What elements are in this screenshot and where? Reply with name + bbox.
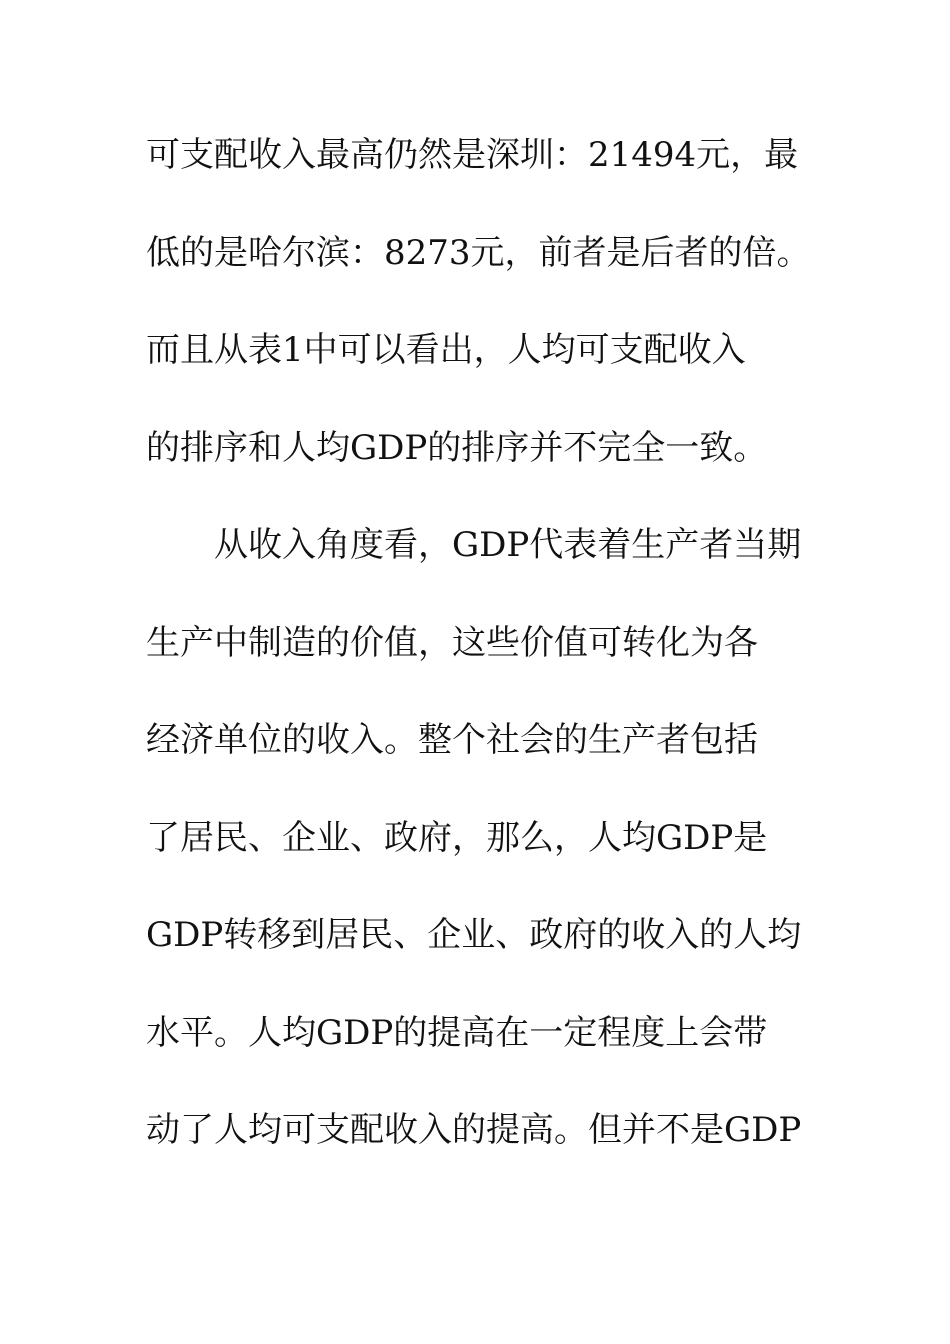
text-line: 动了人均可支配收入的提高。但并不是GDP bbox=[146, 1110, 802, 1150]
text-line: 的排序和人均GDP的排序并不完全一致。 bbox=[146, 427, 768, 468]
text-line: 生产中制造的价值，这些价值可转化为各 bbox=[146, 622, 758, 663]
text-line: 经济单位的收入。整个社会的生产者包括 bbox=[146, 720, 758, 760]
text-line: GDP转移到居民、企业、政府的收入的人均 bbox=[146, 915, 802, 955]
text-line: 水平。人均GDP的提高在一定程度上会带 bbox=[146, 1012, 768, 1053]
text-line: 了居民、企业、政府，那么，人均GDP是 bbox=[146, 817, 768, 858]
text-line: 可支配收入最高仍然是深圳：21494元，最 bbox=[146, 135, 799, 175]
body-text bbox=[146, 126, 811, 1199]
text-line: 而且从表1中可以看出，人均可支配收入 bbox=[146, 330, 746, 370]
text-line: 低的是哈尔滨：8273元，前者是后者的倍。 bbox=[146, 232, 811, 273]
paragraph-start-line: 从收入角度看，GDP代表着生产者当期 bbox=[214, 525, 802, 565]
